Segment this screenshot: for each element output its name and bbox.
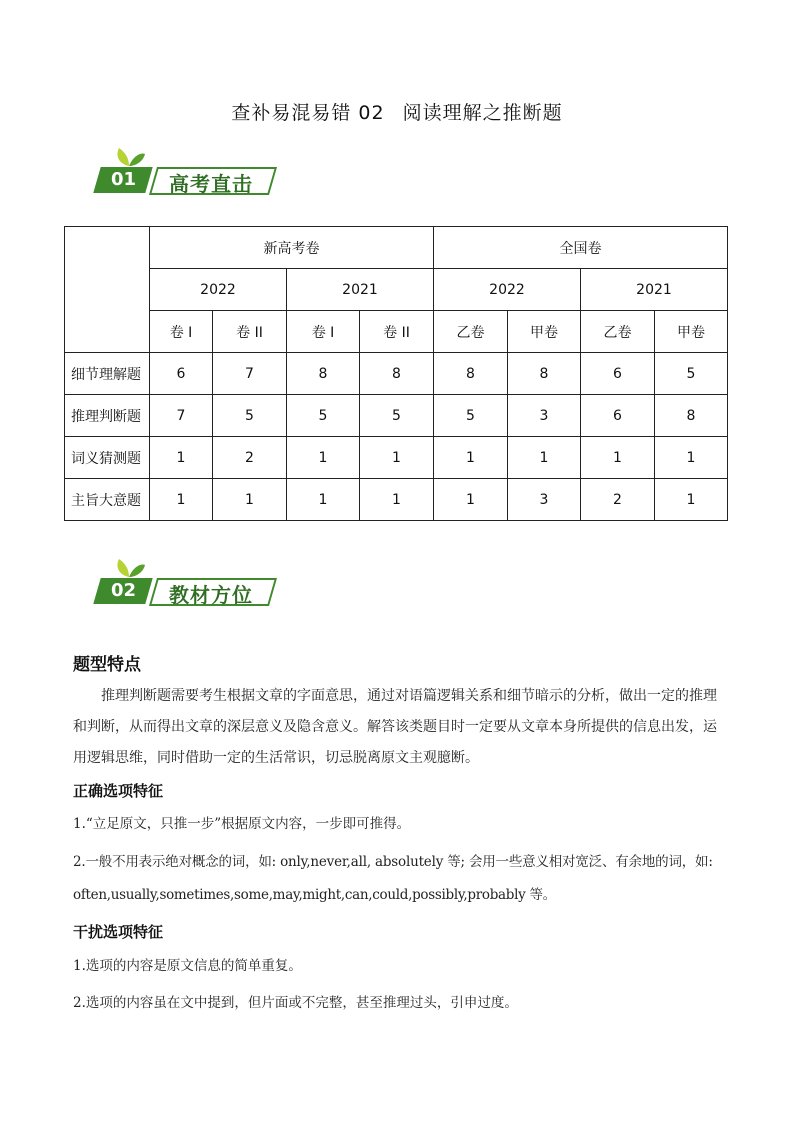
table-cell: 3 (508, 479, 581, 521)
heading-distractor: 干扰选项特征 (73, 923, 164, 941)
year-header: 2022 (150, 269, 287, 311)
paper-header: 甲卷 (655, 311, 728, 353)
year-header: 2021 (287, 269, 434, 311)
corner-cell (65, 227, 150, 353)
paper-header: 甲卷 (508, 311, 581, 353)
page-title (0, 98, 794, 125)
row-label: 细节理解题 (65, 353, 150, 395)
correct-item: 2.一般不用表示绝对概念的词，如: only,never,all, absolutely 等; 会用一些意义相对宽泛、有余地的词，如: (73, 854, 713, 870)
title-right: 阅读理解之推断题 (402, 102, 563, 124)
group-header: 全国卷 (434, 227, 728, 269)
section-label: 高考直击 (169, 172, 253, 196)
leaf-icon (111, 146, 147, 168)
table-cell: 1 (287, 437, 360, 479)
table-row (65, 353, 728, 395)
table-cell: 2 (213, 437, 287, 479)
table-cell: 7 (213, 353, 287, 395)
heading-features: 题型特点 (73, 655, 141, 675)
table-cell: 8 (508, 353, 581, 395)
table-row (65, 395, 728, 437)
heading-correct: 正确选项特征 (73, 782, 164, 800)
title-left: 查补易混易错 02 (231, 102, 385, 124)
table-cell: 2 (581, 479, 655, 521)
section-number: 02 (111, 580, 137, 601)
year-header: 2022 (434, 269, 581, 311)
table-cell: 1 (150, 479, 213, 521)
table-cell: 3 (508, 395, 581, 437)
year-header: 2021 (581, 269, 728, 311)
section-badge-1 (97, 150, 277, 196)
table-cell: 5 (655, 353, 728, 395)
table-cell: 8 (434, 353, 508, 395)
table-row (65, 479, 728, 521)
correct-item: 1.“立足原文，只推一步”根据原文内容，一步即可推得。 (73, 816, 411, 832)
table-cell: 1 (434, 437, 508, 479)
table-cell: 1 (581, 437, 655, 479)
table-cell: 1 (655, 479, 728, 521)
group-header: 新高考卷 (150, 227, 434, 269)
features-paragraph: 推理判断题需要考生根据文章的字面意思，通过对语篇逻辑关系和细节暗示的分析，做出一定的推理和判断，从而得出文章的深层意义及隐含意义。解答该类题目时一定要从文章本身所提供的信息出发，运用逻辑思维，同时借助一定的生活常识，切忌脱离原文主观臆断。 (73, 688, 717, 766)
table-cell: 1 (360, 479, 434, 521)
table-cell: 1 (434, 479, 508, 521)
row-label: 词义猜测题 (65, 437, 150, 479)
table-cell: 1 (508, 437, 581, 479)
table-cell: 1 (213, 479, 287, 521)
table-cell: 5 (434, 395, 508, 437)
section-label: 教材方位 (169, 583, 253, 607)
table-cell: 5 (213, 395, 287, 437)
row-label: 主旨大意题 (65, 479, 150, 521)
row-label: 推理判断题 (65, 395, 150, 437)
distractor-item: 2.选项的内容虽在文中提到，但片面或不完整，甚至推理过头，引申过度。 (73, 995, 518, 1011)
paper-header: 卷 I (287, 311, 360, 353)
section-badge-2 (97, 561, 277, 607)
table-cell: 6 (581, 395, 655, 437)
paper-header: 卷 II (213, 311, 287, 353)
table-cell: 1 (360, 437, 434, 479)
table-row (65, 437, 728, 479)
paper-header: 卷 II (360, 311, 434, 353)
table-cell: 1 (150, 437, 213, 479)
table-cell: 5 (287, 395, 360, 437)
table-cell: 5 (360, 395, 434, 437)
table-cell: 1 (287, 479, 360, 521)
table-cell: 6 (150, 353, 213, 395)
table-cell: 1 (655, 437, 728, 479)
paper-header: 乙卷 (434, 311, 508, 353)
leaf-icon (111, 557, 147, 579)
section-number: 01 (111, 169, 137, 190)
paper-header: 乙卷 (581, 311, 655, 353)
table-cell: 6 (581, 353, 655, 395)
table-cell: 8 (655, 395, 728, 437)
correct-item-continued: often,usually,sometimes,some,may,might,can,could,possibly,probably 等。 (73, 887, 556, 903)
exam-stats-table (64, 226, 728, 521)
paper-header: 卷 I (150, 311, 213, 353)
table-cell: 8 (360, 353, 434, 395)
table-cell: 8 (287, 353, 360, 395)
distractor-item: 1.选项的内容是原文信息的简单重复。 (73, 958, 302, 974)
table-cell: 7 (150, 395, 213, 437)
